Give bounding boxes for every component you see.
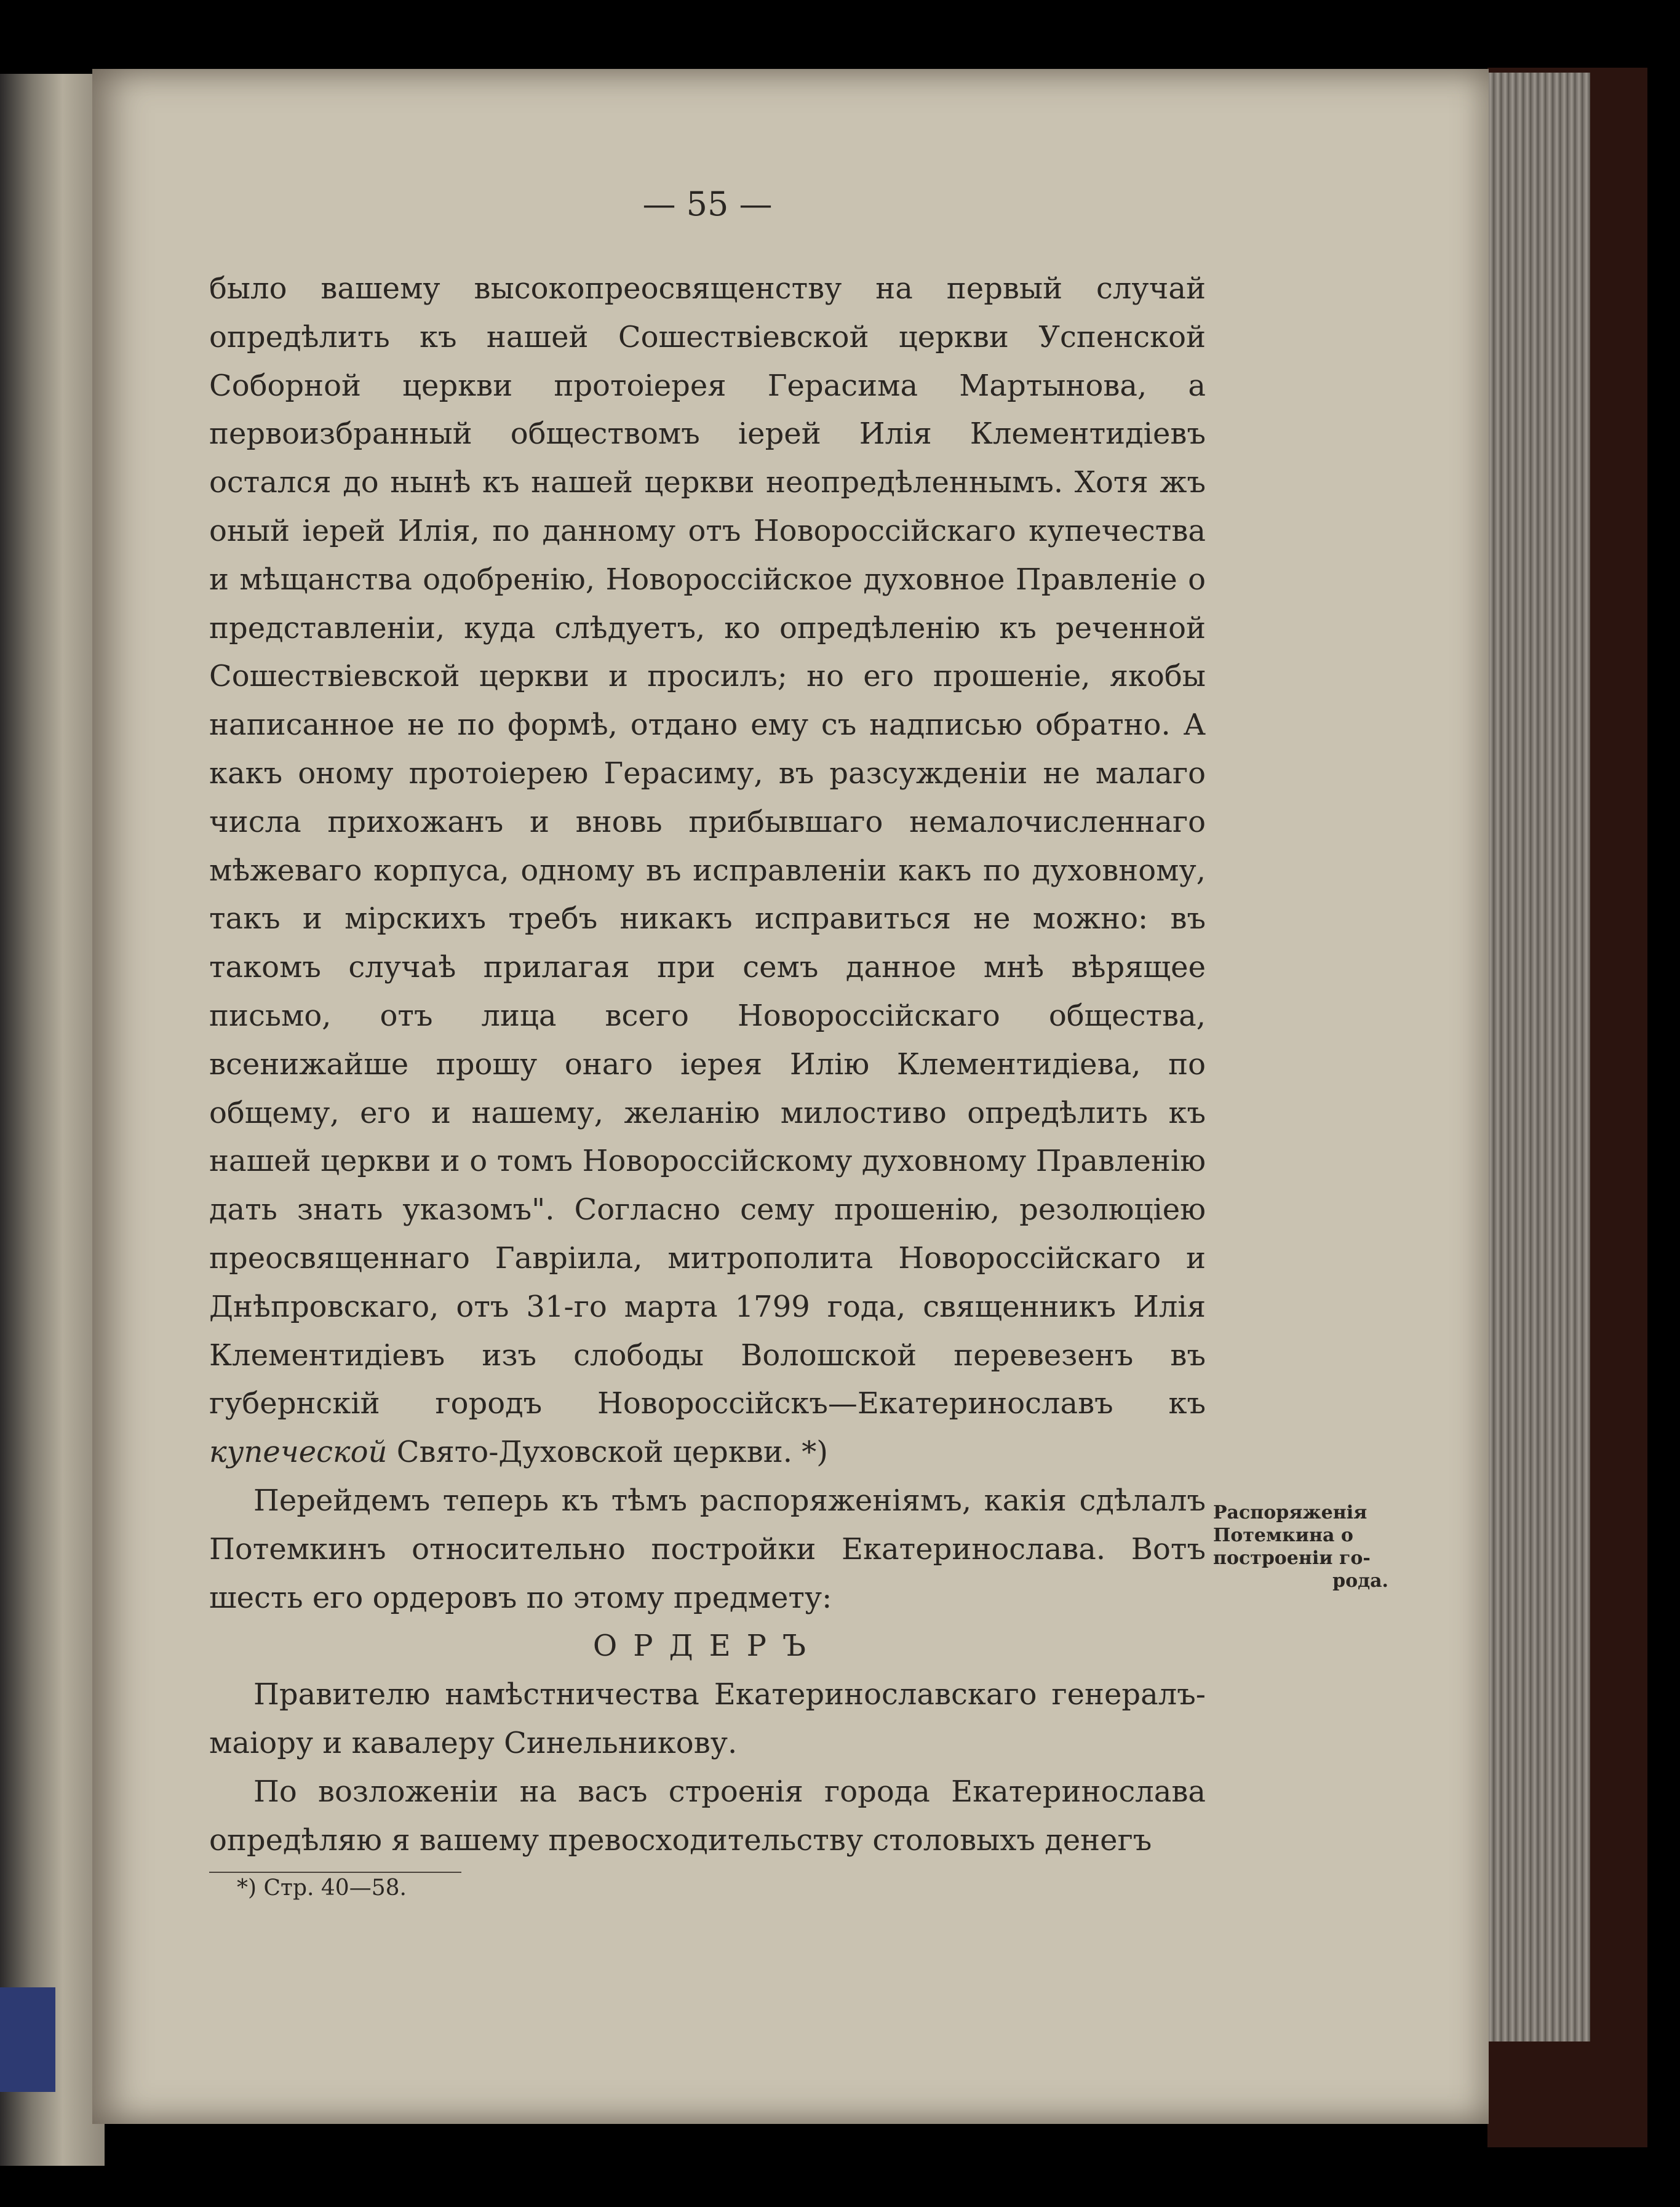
paragraph-addressee: Правителю намѣстничества Екатеринославскаго генералъ-маіору и кавалеру Синельникову. [209, 1677, 1206, 1760]
margin-note-line: рода. [1332, 1570, 1388, 1592]
order-title: ОРДЕРЪ [592, 1629, 822, 1664]
italic-word: купеческой [209, 1435, 388, 1470]
paragraph-orders-intro: Перейдемъ теперь къ тѣмъ распоряженіямъ, какія сдѣлалъ Потемкинъ относительно постройки Екатеринослава. Вотъ шесть его ордеровъ по этому предмету: [209, 1483, 1206, 1615]
margin-note-line: Распоряженія [1213, 1502, 1367, 1523]
page-number: — 55 — [642, 185, 773, 223]
paragraph-petition-tail: Свято-Духовской церкви. *) [396, 1435, 828, 1470]
paragraph-order-text: По возложеніи на васъ строенія города Екатеринослава опредѣляю я вашему превосходительству столовыхъ денегъ [209, 1774, 1206, 1858]
page-body [209, 265, 1206, 1864]
paragraph-petition-text: было вашему высокопреосвященству на первый случай опредѣлить къ нашей Сошествіевской церкви Успенской Соборной церкви протоіерея Герасима Мартынова, а первоизбранный обществомъ іерей Илія Клементидіевъ остался до нынѣ къ нашей церкви неопредѣленнымъ. Хотя жъ оный іерей Илія, по данному отъ Новороссійскаго купечества и мѣщанства одобренію, Новороссійское духовное Правленіе о представленіи, куда слѣдуетъ, ко опредѣленію къ реченной Сошествіевской церкви и просилъ; но его прошеніе, якобы написанное не по формѣ, отдано ему съ надписью обратно. А какъ оному протоіерею Герасиму, въ разсужденіи не малаго числа прихожанъ и вновь прибывшаго немалочисленнаго мѣжеваго корпуса, одному въ исправленіи какъ по духовному, такъ и мірскихъ требъ никакъ исправиться не можно: въ такомъ случаѣ прилагая при семъ данное мнѣ вѣрящее письмо, отъ лица всего Новороссійскаго общества, всенижайше прошу онаго іерея Илію Клементидіева, по общему, его и нашему, желанію милостиво опредѣлить къ нашей церкви и о томъ Новороссійскому духовному Правленію дать знать указомъ". Согласно сему прошенію, резолюціею преосвященнаго Гавріила, митрополита Новороссійскаго и Днѣпровскаго, отъ 31-го марта 1799 года, священникъ Илія Клементидіевъ изъ слободы Волошской перевезенъ въ губернскій городъ Новороссійскъ—Екатеринославъ къ [209, 271, 1206, 1421]
footnote: *) Стр. 40—58. [237, 1875, 407, 1901]
left-page-edge [0, 74, 105, 2166]
margin-note [1213, 1501, 1388, 1592]
paragraph-petition [209, 265, 1206, 1477]
page-edges [1479, 73, 1590, 2041]
footnote-rule [209, 1872, 461, 1873]
bookmark-tab [0, 1987, 55, 2092]
margin-note-line: Потемкина о [1213, 1525, 1353, 1546]
margin-note-line: построеніи го- [1213, 1547, 1371, 1569]
